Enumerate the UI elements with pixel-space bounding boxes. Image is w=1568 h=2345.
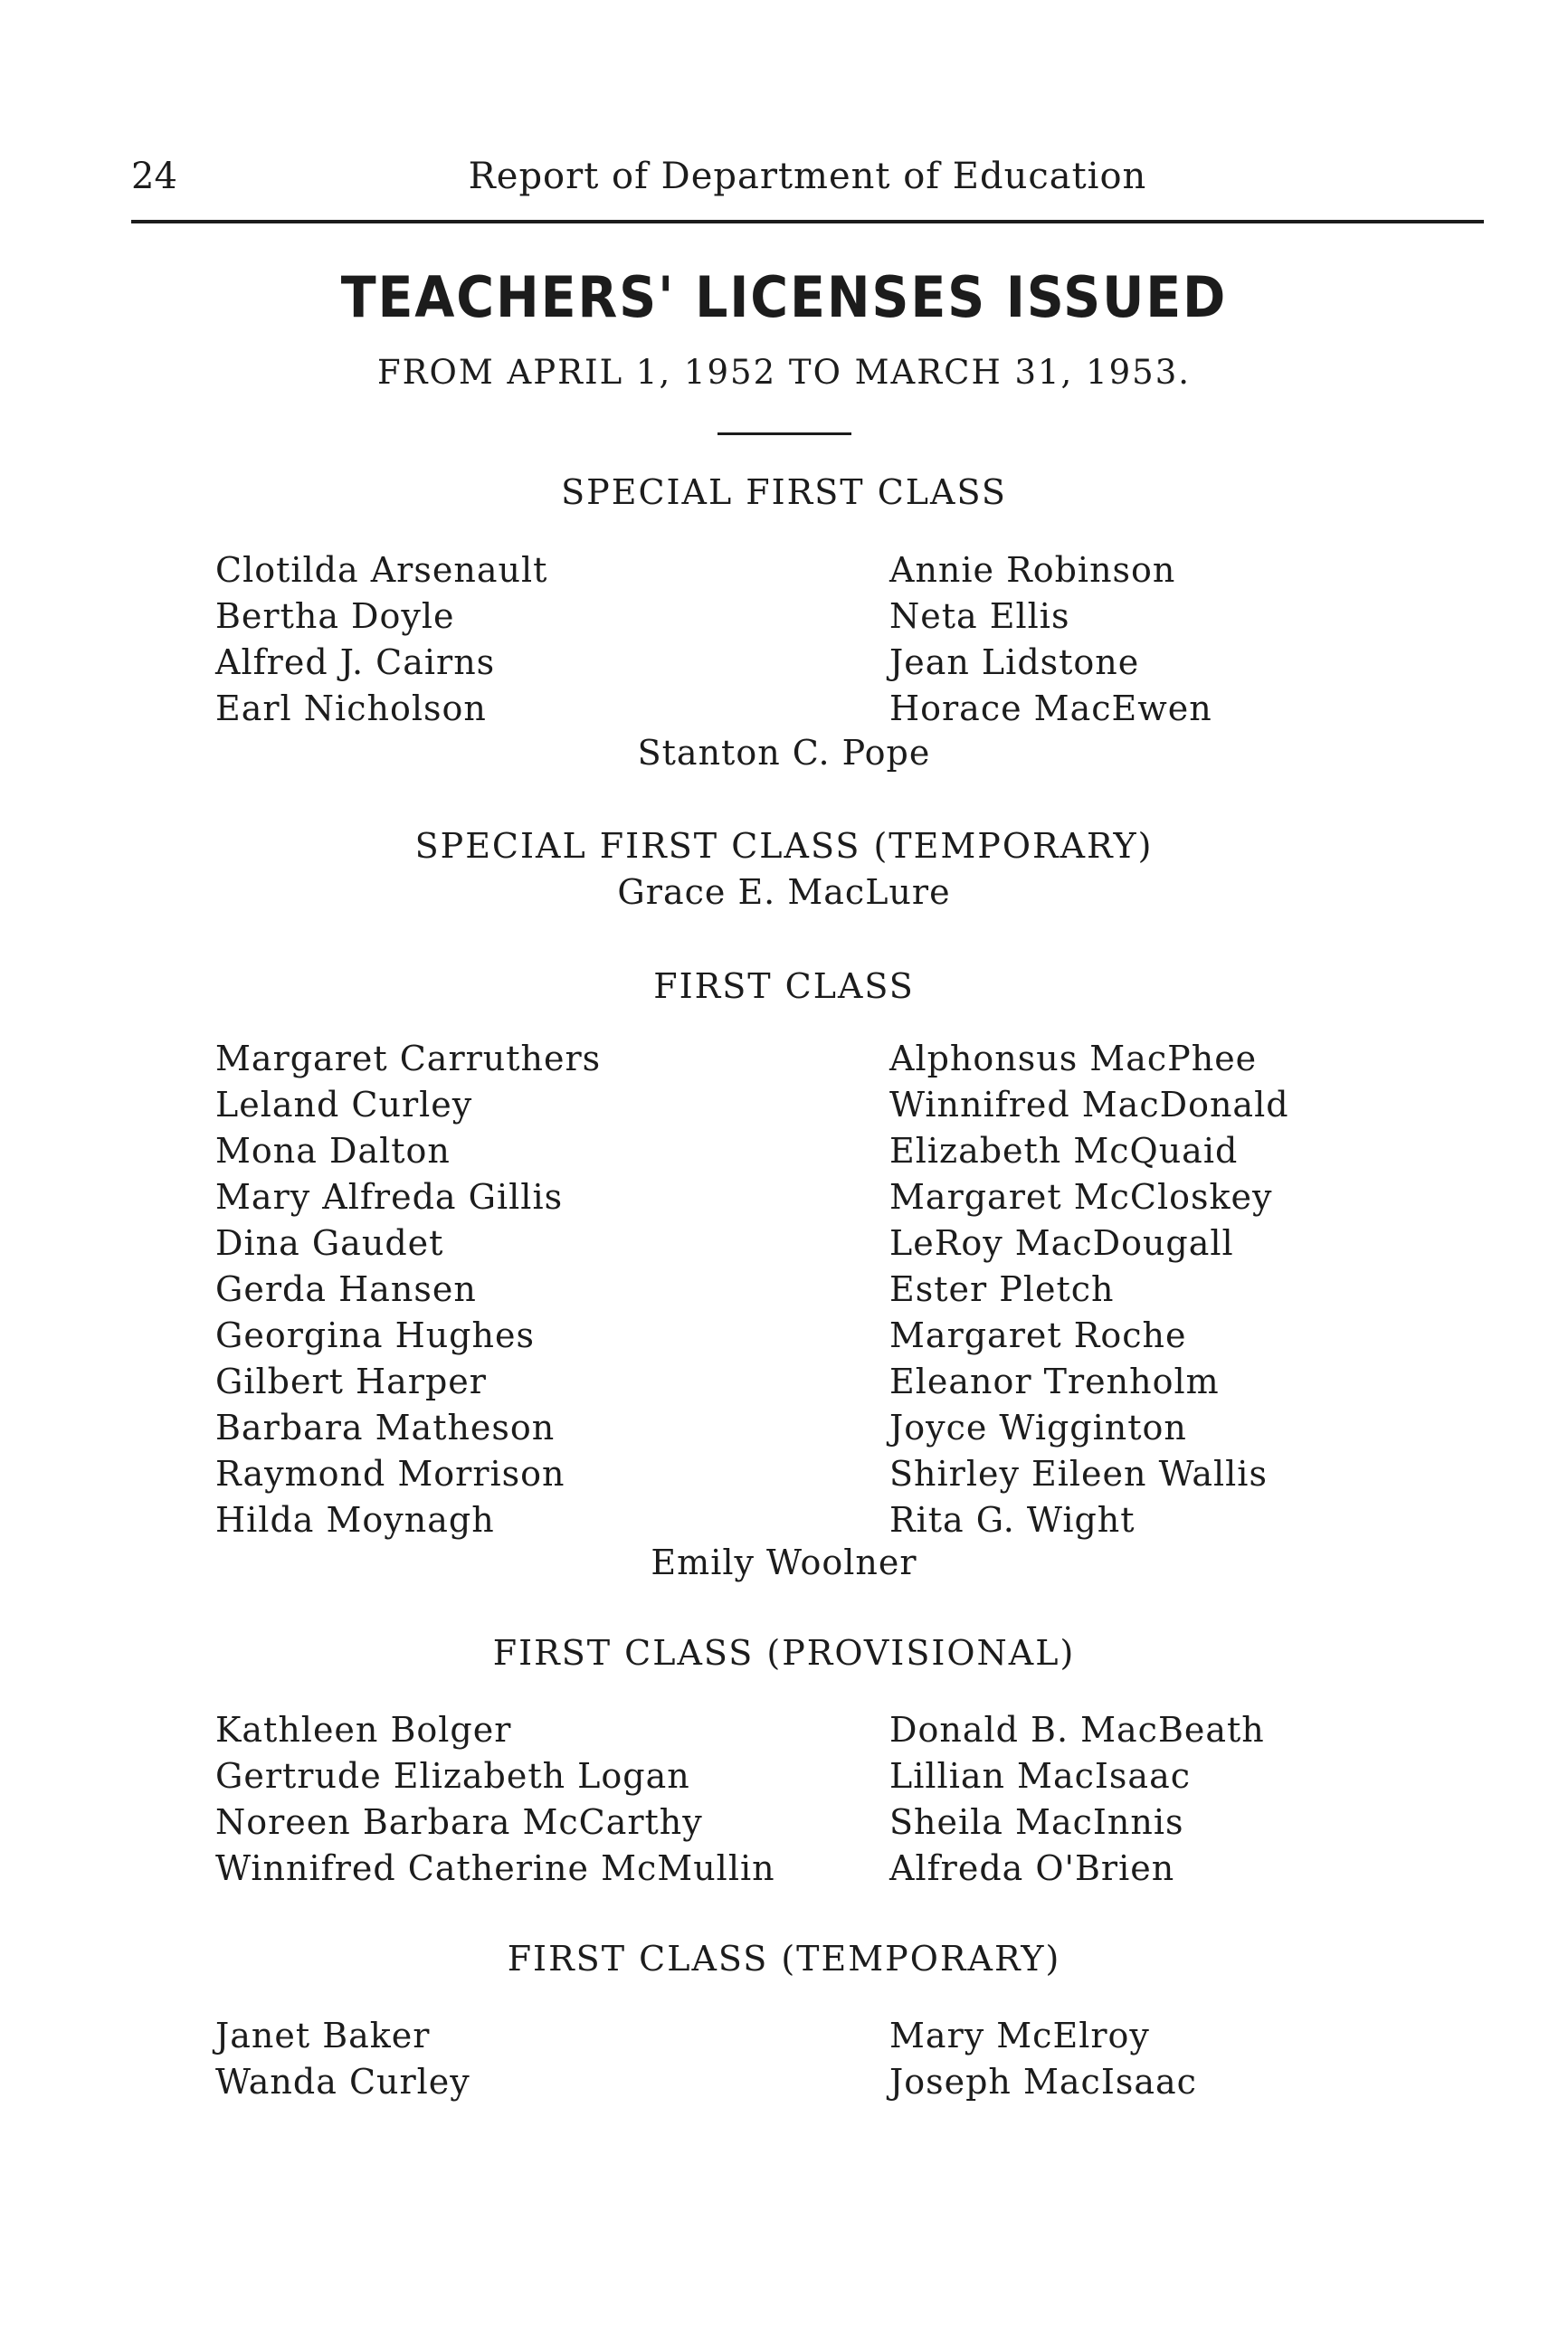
list-item: Lillian MacIsaac — [889, 1756, 1192, 1796]
list-item: Winnifred Catherine McMullin — [215, 1848, 775, 1888]
list-item: Shirley Eileen Wallis — [889, 1454, 1268, 1494]
list-item: Barbara Matheson — [215, 1408, 556, 1448]
special-first-class-right-list — [889, 547, 1212, 732]
list-item: Gertrude Elizabeth Logan — [215, 1756, 690, 1796]
list-item: Rita G. Wight — [889, 1500, 1136, 1540]
list-item: Janet Baker — [215, 2016, 431, 2055]
list-item: Gerda Hansen — [215, 1269, 477, 1309]
list-item: Earl Nicholson — [215, 688, 487, 728]
main-title: TEACHERS' LICENSES ISSUED — [340, 264, 1228, 330]
list-item: Margaret Carruthers — [215, 1039, 602, 1078]
first-class-provisional-right-list — [889, 1707, 1265, 1892]
heading-first-class-provisional: FIRST CLASS (PROVISIONAL) — [492, 1633, 1076, 1673]
list-item: Clotilda Arsenault — [215, 550, 548, 590]
page-header — [131, 156, 1484, 210]
heading-special-first-class-temporary: SPECIAL FIRST CLASS (TEMPORARY) — [414, 826, 1154, 866]
list-item: Sheila MacInnis — [889, 1802, 1184, 1842]
heading-first-class: FIRST CLASS — [653, 966, 915, 1006]
first-class-left-list — [215, 1036, 601, 1543]
special-first-class-left-list — [215, 547, 547, 732]
first-class-temporary-left-list — [215, 2013, 470, 2105]
list-item: Hilda Moynagh — [215, 1500, 495, 1540]
first-class-center-name: Emily Woolner — [651, 1543, 917, 1582]
first-class-provisional-left-list — [215, 1707, 775, 1892]
list-item: Joseph MacIsaac — [889, 2062, 1197, 2102]
heading-special-first-class: SPECIAL FIRST CLASS — [561, 472, 1007, 512]
first-class-temporary-right-list — [889, 2013, 1197, 2105]
list-item: Raymond Morrison — [215, 1454, 565, 1494]
list-item: Alfreda O'Brien — [889, 1848, 1175, 1888]
list-item: Mona Dalton — [215, 1131, 451, 1171]
list-item: Wanda Curley — [215, 2062, 470, 2102]
list-item: Mary McElroy — [889, 2016, 1150, 2055]
date-range-subtitle: FROM APRIL 1, 1952 TO MARCH 31, 1953. — [376, 353, 1192, 392]
list-item: Bertha Doyle — [215, 596, 455, 636]
list-item: Margaret Roche — [889, 1315, 1187, 1355]
list-item: Noreen Barbara McCarthy — [215, 1802, 703, 1842]
list-item: Neta Ellis — [889, 596, 1070, 636]
list-item: Eleanor Trenholm — [889, 1362, 1220, 1401]
title-divider — [717, 432, 851, 435]
list-item: Ester Pletch — [889, 1269, 1115, 1309]
special-first-class-temporary-name: Grace E. MacLure — [617, 872, 951, 912]
list-item: Leland Curley — [215, 1085, 473, 1125]
list-item: Donald B. MacBeath — [889, 1710, 1265, 1750]
list-item: Annie Robinson — [889, 550, 1176, 590]
page-number: 24 — [131, 156, 177, 197]
header-rule — [131, 220, 1484, 223]
list-item: Jean Lidstone — [889, 642, 1140, 682]
list-item: LeRoy MacDougall — [889, 1223, 1234, 1263]
running-head: Report of Department of Education — [468, 156, 1147, 197]
list-item: Georgina Hughes — [215, 1315, 535, 1355]
list-item: Mary Alfreda Gillis — [215, 1177, 564, 1217]
list-item: Margaret McCloskey — [889, 1177, 1273, 1217]
list-item: Horace MacEwen — [889, 688, 1212, 728]
list-item: Elizabeth McQuaid — [889, 1131, 1239, 1171]
list-item: Winnifred MacDonald — [889, 1085, 1289, 1125]
list-item: Alfred J. Cairns — [215, 642, 496, 682]
list-item: Gilbert Harper — [215, 1362, 487, 1401]
list-item: Dina Gaudet — [215, 1223, 444, 1263]
list-item: Alphonsus MacPhee — [889, 1039, 1258, 1078]
heading-first-class-temporary: FIRST CLASS (TEMPORARY) — [507, 1939, 1061, 1979]
special-first-class-center-name: Stanton C. Pope — [637, 733, 931, 773]
list-item: Joyce Wigginton — [889, 1408, 1187, 1448]
first-class-right-list — [889, 1036, 1289, 1543]
list-item: Kathleen Bolger — [215, 1710, 512, 1750]
